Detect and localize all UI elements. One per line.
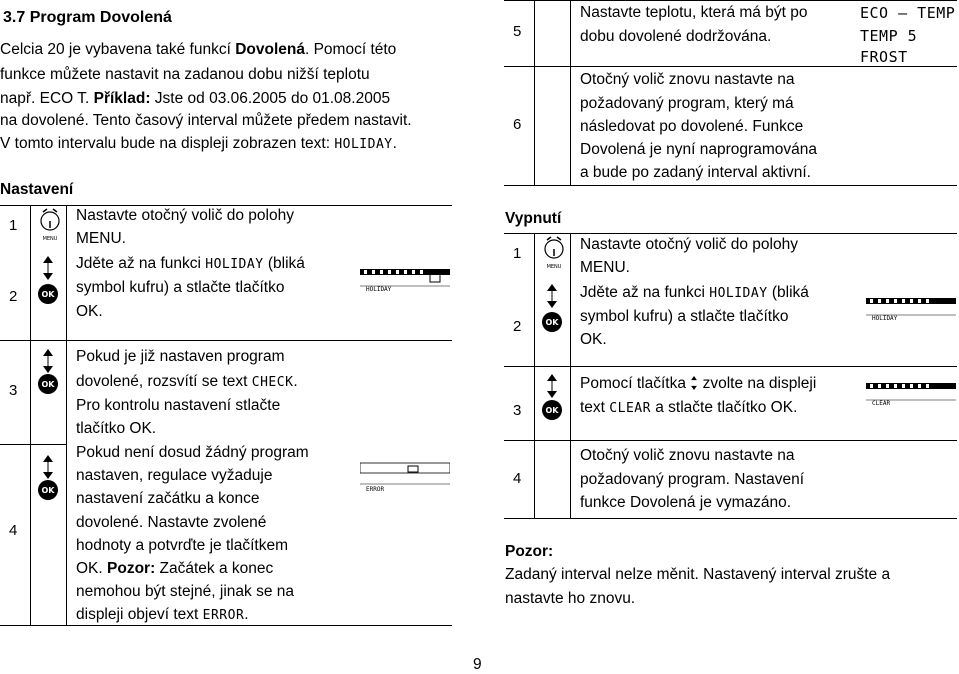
- table-rule: [534, 233, 535, 518]
- step-number: 5: [513, 23, 522, 40]
- step-text: Pomocí tlačítka zvolte na displeji: [580, 375, 817, 392]
- table-rule: [0, 444, 66, 445]
- step-number: 3: [9, 382, 18, 399]
- table-rule: [570, 0, 571, 185]
- step-number: 4: [9, 522, 18, 539]
- intro-line-2: funkce můžete nastavit na zadanou dobu nižší teplotu: [0, 66, 370, 83]
- step-text: symbol kufru) a stlačte tlačítko: [76, 279, 285, 296]
- table-rule: [504, 366, 957, 367]
- step-text: požadovaný program. Nastavení: [580, 471, 805, 488]
- step-text: a bude po zadaný interval aktivní.: [580, 164, 811, 181]
- step-text: OK. Pozor: Začátek a konec: [76, 560, 274, 577]
- note-text: Zadaný interval nelze měnit. Nastavený interval zrušte a: [505, 566, 891, 583]
- ok-button-icon: OK: [38, 284, 58, 304]
- step-text: OK.: [580, 331, 607, 348]
- step-number: 3: [513, 402, 522, 419]
- step-text: MENU.: [580, 259, 630, 276]
- step-text: funkce Dovolená je vymazáno.: [580, 494, 792, 511]
- step-number: 4: [513, 470, 522, 487]
- lcd-display-clear: [866, 378, 956, 408]
- step-text: nemohou být stejné, jinak se na: [76, 583, 294, 600]
- lcd-display-holiday: [360, 264, 450, 294]
- step-text: požadovaný program, který má: [580, 95, 794, 112]
- step-text: Dovolená je nyní naprogramována: [580, 141, 817, 158]
- step-text: text CLEAR a stlačte tlačítko OK.: [580, 399, 798, 416]
- table-rule: [504, 518, 957, 519]
- table-rule: [504, 0, 957, 1]
- svg-text:MENU: MENU: [546, 264, 562, 270]
- ok-button-icon: OK: [542, 312, 562, 332]
- step-text: následovat po dovolené. Funkce: [580, 118, 804, 135]
- up-down-arrows-icon: [43, 349, 53, 373]
- menu-dial-icon: [539, 236, 569, 270]
- svg-text:MENU: MENU: [42, 236, 58, 242]
- step-number: 6: [513, 116, 522, 133]
- step-number: 1: [9, 217, 18, 234]
- table-rule: [570, 233, 571, 518]
- step-text: tlačítko OK.: [76, 420, 157, 437]
- step-text: symbol kufru) a stlačte tlačítko: [580, 308, 789, 325]
- intro-line-4: na dovolené. Tento časový interval můžete předem nastavit.: [0, 112, 412, 129]
- section-heading: 3.7 Program Dovolená: [3, 9, 172, 26]
- display-text: ERROR: [366, 486, 385, 493]
- step-text: hodnoty a potvrďte je tlačítkem: [76, 537, 288, 554]
- step-text: OK.: [76, 303, 103, 320]
- step-text: dobu dovolené dodržována.: [580, 28, 772, 45]
- display-text: HOLIDAY: [872, 315, 898, 322]
- table-rule: [0, 340, 452, 341]
- step-text: dovolené, rozsvítí se text CHECK.: [76, 373, 298, 390]
- table-rule: [504, 185, 957, 186]
- settings-subheading: Nastavení: [0, 181, 74, 198]
- up-down-arrows-icon: [43, 256, 53, 280]
- step-text: Pro kontrolu nastavení stlačte: [76, 397, 281, 414]
- step-text: displeji objeví text ERROR.: [76, 606, 249, 623]
- step-number: 2: [9, 288, 18, 305]
- table-rule: [66, 205, 67, 625]
- step-text: Otočný volič znovu nastavte na: [580, 447, 795, 464]
- step-text: Pokud je již nastaven program: [76, 348, 285, 365]
- lcd-display-error: [360, 460, 450, 494]
- table-rule: [504, 440, 957, 441]
- lcd-option: TEMP 5: [860, 27, 918, 45]
- step-text: Nastavte otočný volič do polohy: [76, 207, 294, 224]
- table-rule: [30, 205, 31, 625]
- lcd-option: FROST: [860, 48, 908, 66]
- step-text: MENU.: [76, 230, 126, 247]
- lcd-display-holiday: [866, 293, 956, 323]
- step-text: Jděte až na funkci HOLIDAY (bliká: [580, 284, 809, 301]
- ok-button-icon: OK: [38, 480, 58, 500]
- intro-line-3: např. ECO T. Příklad: Jste od 03.06.2005 do 01.08.2005: [0, 90, 391, 107]
- intro-line-5: V tomto intervalu bude na displeji zobrazen text: HOLIDAY.: [0, 135, 397, 152]
- step-text: Nastavte otočný volič do polohy: [580, 236, 798, 253]
- step-text: Nastavte teplotu, která má být po: [580, 4, 808, 21]
- up-down-arrows-icon: [43, 455, 53, 479]
- table-rule: [0, 625, 452, 626]
- step-text: Jděte až na funkci HOLIDAY (bliká: [76, 255, 305, 272]
- note-text: nastavte ho znovu.: [505, 590, 636, 607]
- intro-line-1: Celcia 20 je vybavena také funkcí Dovolená. Pomocí této: [0, 41, 397, 58]
- step-text: nastaven, regulace vyžaduje: [76, 467, 273, 484]
- ok-button-icon: OK: [38, 374, 58, 394]
- step-number: 2: [513, 318, 522, 335]
- up-down-arrows-icon: [547, 284, 557, 308]
- table-rule: [534, 0, 535, 185]
- step-text: dovolené. Nastavte zvolené: [76, 514, 267, 531]
- off-subheading: Vypnutí: [505, 210, 562, 227]
- lcd-option: ECO — TEMP: [860, 4, 956, 22]
- ok-button-icon: OK: [542, 400, 562, 420]
- display-text: HOLIDAY: [366, 286, 392, 293]
- step-text: nastavení začátku a konce: [76, 490, 260, 507]
- menu-dial-icon: [35, 208, 65, 242]
- step-text: Otočný volič znovu nastavte na: [580, 71, 795, 88]
- step-text: Pokud není dosud žádný program: [76, 444, 309, 461]
- page-number: 9: [473, 656, 482, 673]
- display-text: CLEAR: [872, 400, 891, 407]
- step-number: 1: [513, 245, 522, 262]
- note-title: Pozor:: [505, 543, 554, 560]
- table-rule: [504, 233, 957, 234]
- up-down-arrows-icon: [547, 374, 557, 398]
